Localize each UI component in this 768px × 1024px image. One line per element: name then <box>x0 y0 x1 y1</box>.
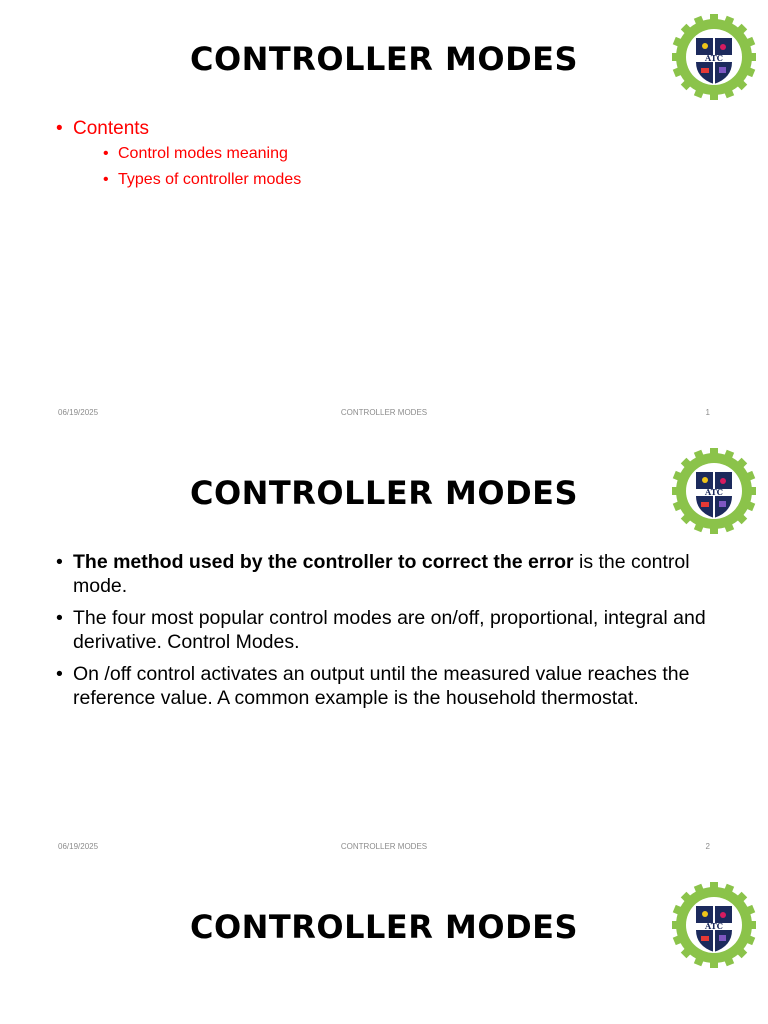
footer-date: 06/19/2025 <box>58 408 99 417</box>
bullet-item: • On /off control activates an output until the measured value reaches the reference value. A common example is the household thermostat. <box>56 662 718 710</box>
sub-bullet: • Control modes meaning <box>73 144 718 164</box>
slide-content <box>56 118 718 196</box>
footer-page-number: 2 <box>705 842 710 851</box>
slide-3 <box>0 868 768 1024</box>
college-logo <box>672 444 756 538</box>
bullet-item: • The four most popular control modes are on/off, proportional, integral and derivative. Control Modes. <box>56 606 718 654</box>
bullet-item: • The method used by the controller to correct the error is the control mode. <box>56 550 718 598</box>
footer-title: CONTROLLER MODES <box>340 408 428 417</box>
footer-title: CONTROLLER MODES <box>340 842 428 851</box>
footer-date: 06/19/2025 <box>58 842 99 851</box>
slide-content <box>56 550 718 718</box>
sub-bullet: • Types of controller modes <box>73 170 718 190</box>
slide-title: CONTROLLER MODES <box>189 40 579 78</box>
college-logo <box>672 10 756 104</box>
slide-2 <box>0 434 768 867</box>
college-logo <box>672 878 756 972</box>
slide-title: CONTROLLER MODES <box>189 908 579 946</box>
slide-1 <box>0 0 768 433</box>
footer-page-number: 1 <box>705 408 710 417</box>
svg-text:ATC: ATC <box>704 921 724 931</box>
svg-text:ATC: ATC <box>704 487 724 497</box>
svg-text:ATC: ATC <box>704 53 724 63</box>
bullet-contents: • Contents • Control modes meaning • Types of controller modes <box>56 118 718 190</box>
slide-title: CONTROLLER MODES <box>189 474 579 512</box>
